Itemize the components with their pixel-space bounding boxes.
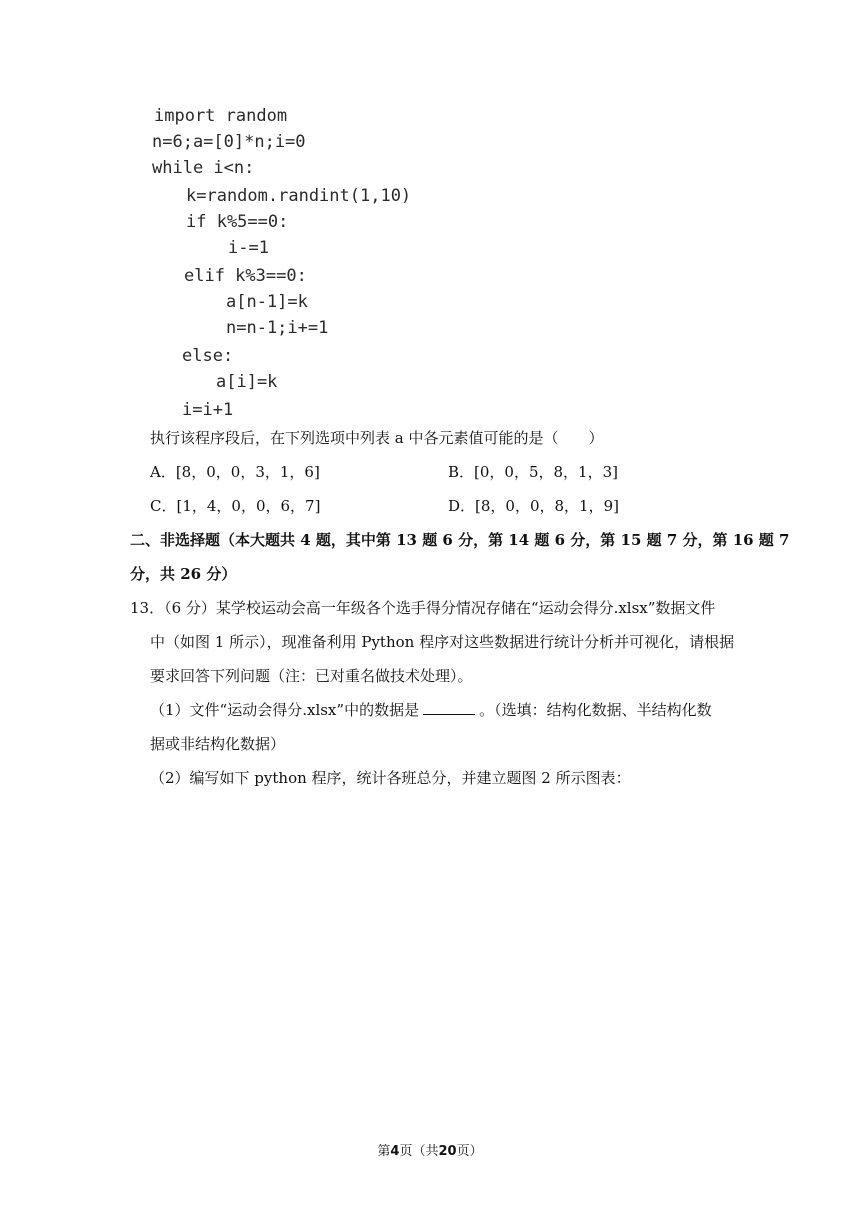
subquestion-1-cont: 据或非结构化数据） bbox=[150, 735, 286, 753]
code-line: a[n-1]=k bbox=[226, 292, 308, 312]
question-stem: 执行该程序段后，在下列选项中列表 a 中各元素值可能的是（ ） bbox=[150, 429, 604, 447]
question13-line2: 中（如图 1 所示），现准备利用 Python 程序对这些数据进行统计分析并可视化，请根据 bbox=[150, 633, 735, 651]
code-snippet bbox=[140, 96, 440, 426]
option-d: D．[8，0，0，8，1，9] bbox=[448, 497, 619, 515]
footer-total-pages: 20 bbox=[438, 1144, 457, 1159]
option-c: C．[1，4，0，0，6，7] bbox=[150, 497, 321, 515]
subquestion-1-text: （1）文件“运动会得分.xlsx”中的数据是 bbox=[150, 701, 420, 719]
section-heading: 二、非选择题（本大题共 4 题，其中第 13 题 6 分，第 14 题 6 分，第 15 题 7 分，第 16 题 7 bbox=[130, 531, 790, 549]
option-a: A．[8，0，0，3，1，6] bbox=[150, 463, 320, 481]
subquestion-1-choices: 。（选填：结构化数据、半结构化数 bbox=[479, 701, 712, 719]
section-heading-cont: 分，共 26 分） bbox=[130, 565, 237, 583]
footer-suffix: 页） bbox=[456, 1144, 483, 1159]
question13-line1: 13．（6 分）某学校运动会高一年级各个选手得分情况存储在“运动会得分.xlsx”数据文件 bbox=[130, 599, 716, 617]
code-line: if k%5==0: bbox=[186, 212, 289, 232]
footer-page-number: 4 bbox=[390, 1144, 400, 1159]
code-line: n=n-1;i+=1 bbox=[226, 318, 329, 338]
code-line: while i<n: bbox=[152, 158, 255, 178]
footer-prefix: 第 bbox=[377, 1144, 391, 1159]
subquestion-2: （2）编写如下 python 程序，统计各班总分，并建立题图 2 所示图表： bbox=[150, 769, 631, 787]
code-line: n=6;a=[0]*n;i=0 bbox=[152, 132, 306, 152]
code-line: k=random.randint(1,10) bbox=[186, 186, 412, 206]
answer-blank[interactable] bbox=[423, 700, 475, 715]
question13-line3: 要求回答下列问题（注：已对重名做技术处理）。 bbox=[150, 667, 473, 685]
code-line: i=i+1 bbox=[182, 400, 234, 420]
footer-middle: 页（共 bbox=[399, 1144, 439, 1159]
option-b: B．[0，0，5，8，1，3] bbox=[448, 463, 618, 481]
code-line: a[i]=k bbox=[216, 372, 278, 392]
subquestion-1 bbox=[150, 700, 712, 720]
code-line: i-=1 bbox=[228, 238, 269, 258]
code-line: else: bbox=[182, 346, 234, 366]
code-line: import random bbox=[154, 106, 288, 126]
page-footer bbox=[0, 1140, 860, 1159]
code-line: elif k%3==0: bbox=[184, 266, 307, 286]
